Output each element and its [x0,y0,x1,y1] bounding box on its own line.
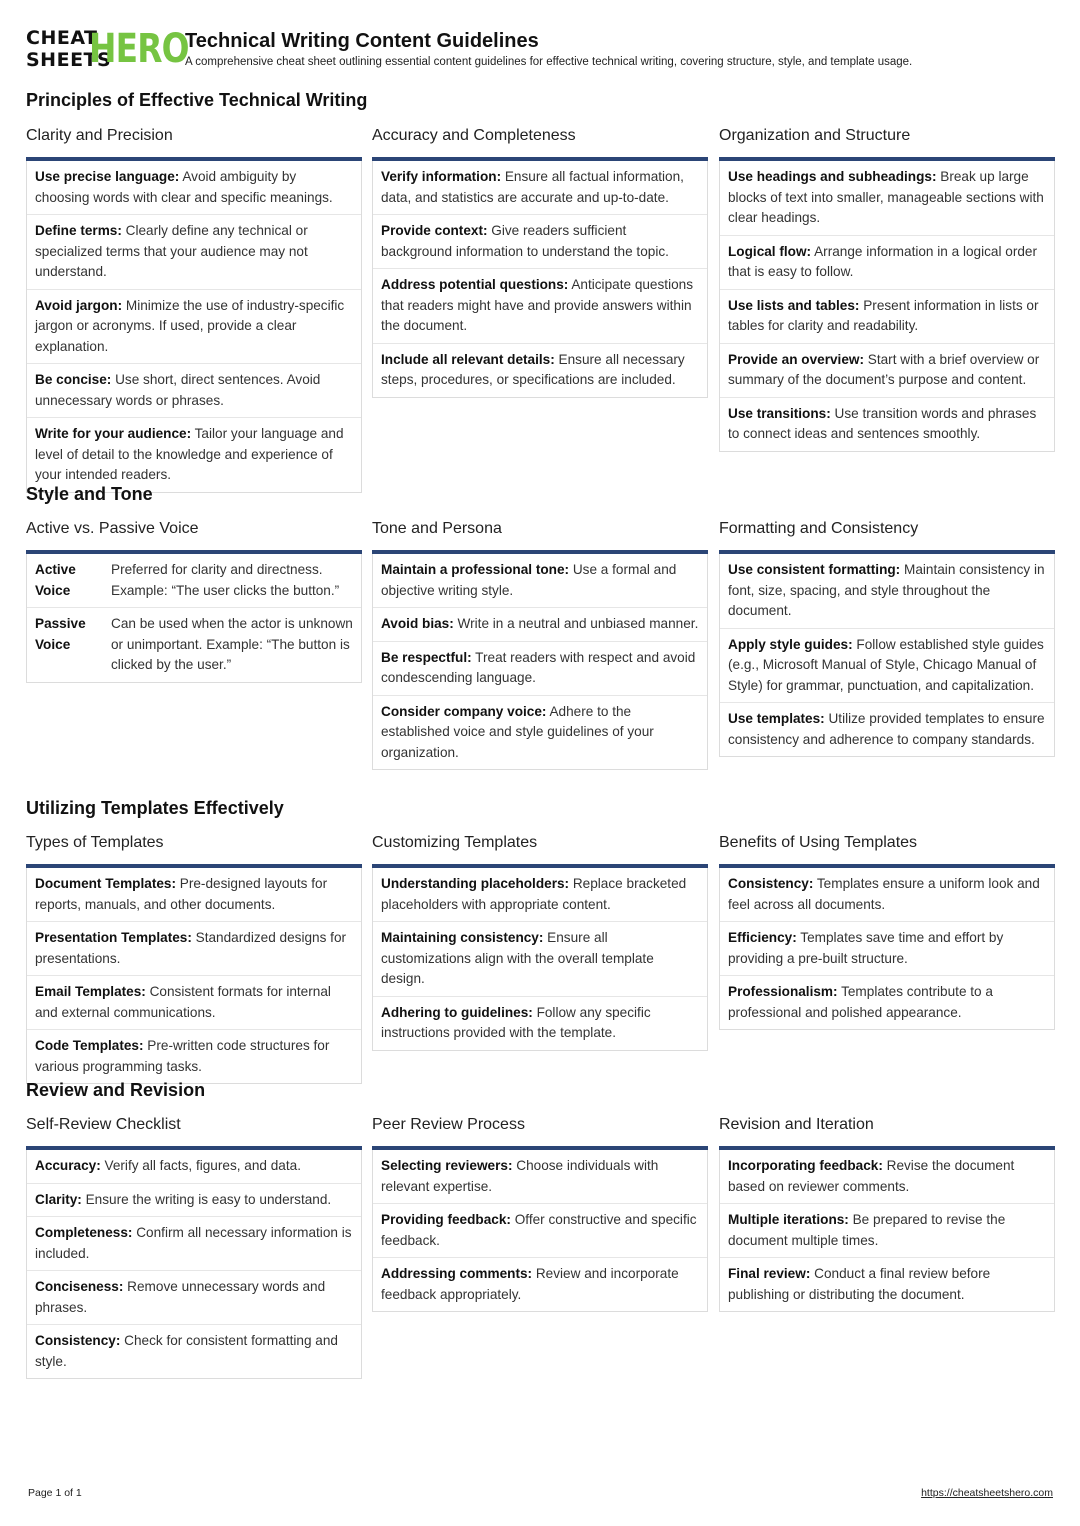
list-item: Consider company voice: Adhere to the established voice and style guidelines of your organization. [381,703,654,760]
card-types-of-templates [26,832,362,1084]
card-body [372,161,708,398]
list-item: Apply style guides: Follow established style guides (e.g., Microsoft Manual of Style, Chicago Manual of Style) for grammar, punctuation, and capitalization. [720,629,1054,704]
list-item: Use consistent formatting: Maintain consistency in font, size, spacing, and style throughout the document. [720,554,1054,629]
list-item: Providing feedback: Offer constructive and specific feedback. [373,1204,707,1258]
list-item: Conciseness: Remove unnecessary words and phrases. [27,1271,361,1325]
card-active-passive-voice [26,518,362,683]
card-accuracy-completeness [372,125,708,398]
card-title: Formatting and Consistency [719,520,919,537]
card-body [719,554,1055,757]
logo-text-hero: HERO [89,26,189,72]
section-title-review-revision: Review and Revision [26,1080,206,1100]
list-item: Use templates: Utilize provided templates to ensure consistency and adherence to company standards. [728,711,1045,747]
card-benefits-of-templates [719,832,1055,1030]
card-body [719,161,1055,452]
list-item: Document Templates: Pre-designed layouts for reports, manuals, and other documents. [27,868,361,922]
card-title: Types of Templates [26,834,164,851]
list-item: Be concise: Use short, direct sentences. Avoid unnecessary words or phrases. [27,364,361,418]
list-item: Use headings and subheadings: Break up large blocks of text into smaller, manageable sections with clear headings. [720,161,1054,236]
list-item: Avoid bias: Write in a neutral and unbiased manner. [373,608,707,642]
page-header [26,28,1056,74]
card-customizing-templates [372,832,708,1051]
card-title: Benefits of Using Templates [719,834,918,851]
list-item: Logical flow: Arrange information in a logical order that is easy to follow. [720,236,1054,290]
card-body [26,161,362,493]
list-item: Be respectful: Treat readers with respect and avoid condescending language. [373,642,707,696]
section-title-principles: Principles of Effective Technical Writing [26,90,368,110]
list-item: Use precise language: Avoid ambiguity by choosing words with clear and specific meanings. [27,161,361,215]
card-title: Peer Review Process [372,1116,525,1133]
card-body [719,1150,1055,1312]
page-title: Technical Writing Content Guidelines [185,30,539,52]
page-subtitle: A comprehensive cheat sheet outlining essential content guidelines for effective technical writing, covering structure, style, and template usage. [185,56,913,68]
card-body [26,554,362,683]
list-item: Selecting reviewers: Choose individuals with relevant expertise. [373,1150,707,1204]
list-item: Maintaining consistency: Ensure all customizations align with the overall template design. [373,922,707,997]
list-item: Use lists and tables: Present information in lists or tables for clarity and readability. [720,290,1054,344]
page-number: Page 1 of 1 [28,1487,82,1499]
list-item: Presentation Templates: Standardized designs for presentations. [27,922,361,976]
list-item: Accuracy: Verify all facts, figures, and data. [27,1150,361,1184]
list-item: Incorporating feedback: Revise the document based on reviewer comments. [720,1150,1054,1204]
list-item: Consistency: Templates ensure a uniform look and feel across all documents. [720,868,1054,922]
section-title-style-tone: Style and Tone [26,484,153,504]
list-item: Final review: Conduct a final review before publishing or distributing the document. [728,1266,991,1302]
card-body [26,1150,362,1379]
card-body [719,868,1055,1030]
card-title: Accuracy and Completeness [372,127,576,144]
card-clarity-precision [26,125,362,493]
card-tone-persona [372,518,708,770]
logo-text-sheets: SHEETS [26,49,112,71]
section-title-templates: Utilizing Templates Effectively [26,798,284,818]
list-item: Avoid jargon: Minimize the use of industry-specific jargon or acronyms. If used, provide a clear explanation. [27,290,361,365]
list-item: Write for your audience: Tailor your language and level of detail to the knowledge and experience of your intended readers. [35,426,344,482]
card-title: Self-Review Checklist [26,1116,181,1133]
card-title: Clarity and Precision [26,127,173,144]
table-row: Passive Voice Can be used when the actor is unknown or unimportant. Example: “The button is clicked by the user.” [35,616,353,672]
card-title: Organization and Structure [719,127,911,144]
list-item: Code Templates: Pre-written code structures for various programming tasks. [35,1038,330,1074]
logo-text-cheat: CHEAT [26,27,98,49]
list-item: Provide context: Give readers sufficient background information to understand the topic. [373,215,707,269]
list-item: Clarity: Ensure the writing is easy to understand. [27,1184,361,1218]
card-title: Revision and Iteration [719,1116,874,1133]
card-revision-iteration [719,1114,1055,1312]
table-row: Active Voice Preferred for clarity and directness. Example: “The user clicks the button.” [27,554,361,608]
list-item: Multiple iterations: Be prepared to revise the document multiple times. [720,1204,1054,1258]
card-organization-structure [719,125,1055,452]
list-item: Addressing comments: Review and incorporate feedback appropriately. [381,1266,679,1302]
list-item: Address potential questions: Anticipate questions that readers might have and provide answers within the document. [373,269,707,344]
list-item: Provide an overview: Start with a brief overview or summary of the document’s purpose and content. [720,344,1054,398]
card-formatting-consistency [719,518,1055,757]
list-item: Define terms: Clearly define any technical or specialized terms that your audience may not understand. [27,215,361,290]
list-item: Include all relevant details: Ensure all necessary steps, procedures, or specifications are included. [381,351,685,387]
list-item: Adhering to guidelines: Follow any specific instructions provided with the template. [381,1004,651,1040]
list-item: Consistency: Check for consistent formatting and style. [35,1333,338,1369]
card-body [372,554,708,770]
card-body [26,868,362,1084]
card-title: Active vs. Passive Voice [26,520,199,537]
list-item: Professionalism: Templates contribute to a professional and polished appearance. [728,984,993,1020]
cheatsheetshero-logo[interactable] [26,26,189,72]
card-body [372,868,708,1051]
list-item: Completeness: Confirm all necessary information is included. [27,1217,361,1271]
card-title: Tone and Persona [372,520,502,537]
card-self-review-checklist [26,1114,362,1379]
list-item: Use transitions: Use transition words and phrases to connect ideas and sentences smoothly. [728,405,1037,441]
list-item: Understanding placeholders: Replace bracketed placeholders with appropriate content. [373,868,707,922]
list-item: Maintain a professional tone: Use a formal and objective writing style. [373,554,707,608]
list-item: Efficiency: Templates save time and effort by providing a pre-built structure. [720,922,1054,976]
card-title: Customizing Templates [372,834,538,851]
list-item: Email Templates: Consistent formats for internal and external communications. [27,976,361,1030]
list-item: Verify information: Ensure all factual information, data, and statistics are accurate and up-to-date. [373,161,707,215]
card-peer-review-process [372,1114,708,1312]
site-link[interactable]: https://cheatsheetshero.com [921,1487,1053,1499]
card-body [372,1150,708,1312]
